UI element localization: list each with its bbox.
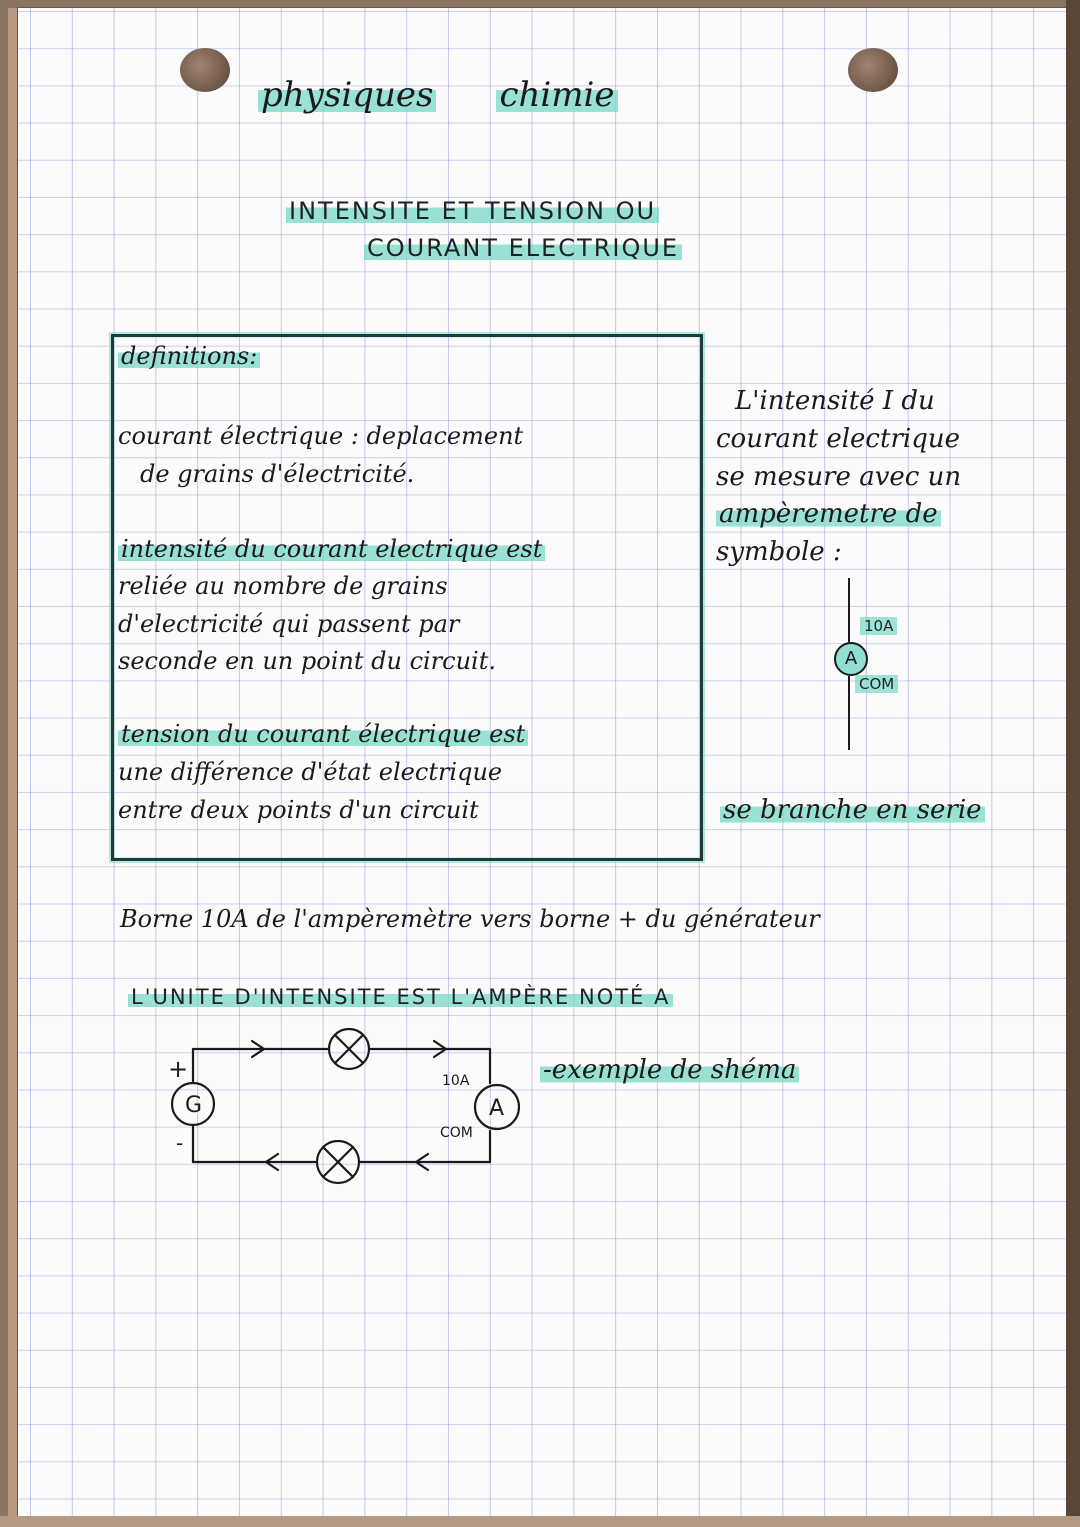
circuit-example-label: -exemple de shéma <box>540 1055 799 1085</box>
ammeter-symbol-icon: A <box>834 642 868 676</box>
ammeter-label: A <box>489 1096 505 1121</box>
notebook-right-edge <box>1066 0 1080 1527</box>
series-note: se branche en serie <box>720 795 985 825</box>
definition-intensite-line2: reliée au nombre de grains <box>118 572 448 600</box>
definition-intensite-line1: intensité du courant electrique est <box>118 535 545 563</box>
definition-tension-line3: entre deux points d'un circuit <box>118 796 479 824</box>
side-note-line4: ampèremetre de <box>716 499 941 529</box>
definition-tension-line2: une différence d'état electrique <box>118 758 503 786</box>
side-note-line3: se mesure avec un <box>716 462 962 492</box>
subject-title <box>258 75 618 115</box>
connection-note: Borne 10A de l'ampèremètre vers borne + du générateur <box>120 905 820 933</box>
ammeter-10a-terminal: 10A <box>442 1073 470 1089</box>
subject-word-physiques: physiques <box>258 75 436 115</box>
side-note-line5: symbole : <box>716 537 842 567</box>
chapter-heading-line2: COURANT ELECTRIQUE <box>364 234 682 262</box>
ammeter-symbol-wire-bottom <box>848 676 850 750</box>
generator-label: G <box>185 1093 203 1118</box>
notebook-left-edge <box>8 8 18 1516</box>
ammeter-com-terminal: COM <box>440 1125 473 1141</box>
punch-hole-left <box>180 48 230 92</box>
side-note-line2: courant electrique <box>716 424 960 454</box>
ammeter-symbol-10a-label: 10A <box>860 617 897 635</box>
circuit-diagram <box>160 1025 520 1190</box>
generator-minus-terminal: - <box>176 1131 184 1155</box>
ammeter-symbol-com-label: COM <box>855 675 898 693</box>
definition-intensite-line4: seconde en un point du circuit. <box>118 647 496 675</box>
notebook-bottom-edge <box>0 1516 1080 1527</box>
definition-courant-line1: courant électrique : deplacement <box>118 422 524 450</box>
chapter-heading-line1: INTENSITE ET TENSION OU <box>286 197 659 225</box>
subject-word-chimie: chimie <box>496 75 617 115</box>
definition-courant-line2: de grains d'électricité. <box>140 460 415 488</box>
punch-hole-right <box>848 48 898 92</box>
unit-statement: L'UNITE D'INTENSITE EST L'AMPÈRE NOTÉ A <box>128 985 673 1009</box>
definition-intensite-line3: d'electricité qui passent par <box>118 610 460 638</box>
generator-plus-terminal: + <box>168 1055 189 1083</box>
definitions-label: definitions: <box>118 342 260 370</box>
ammeter-symbol-wire-top <box>848 578 850 642</box>
side-note-line1: L'intensité I du <box>735 386 935 416</box>
definition-tension-line1: tension du courant électrique est <box>118 720 528 748</box>
